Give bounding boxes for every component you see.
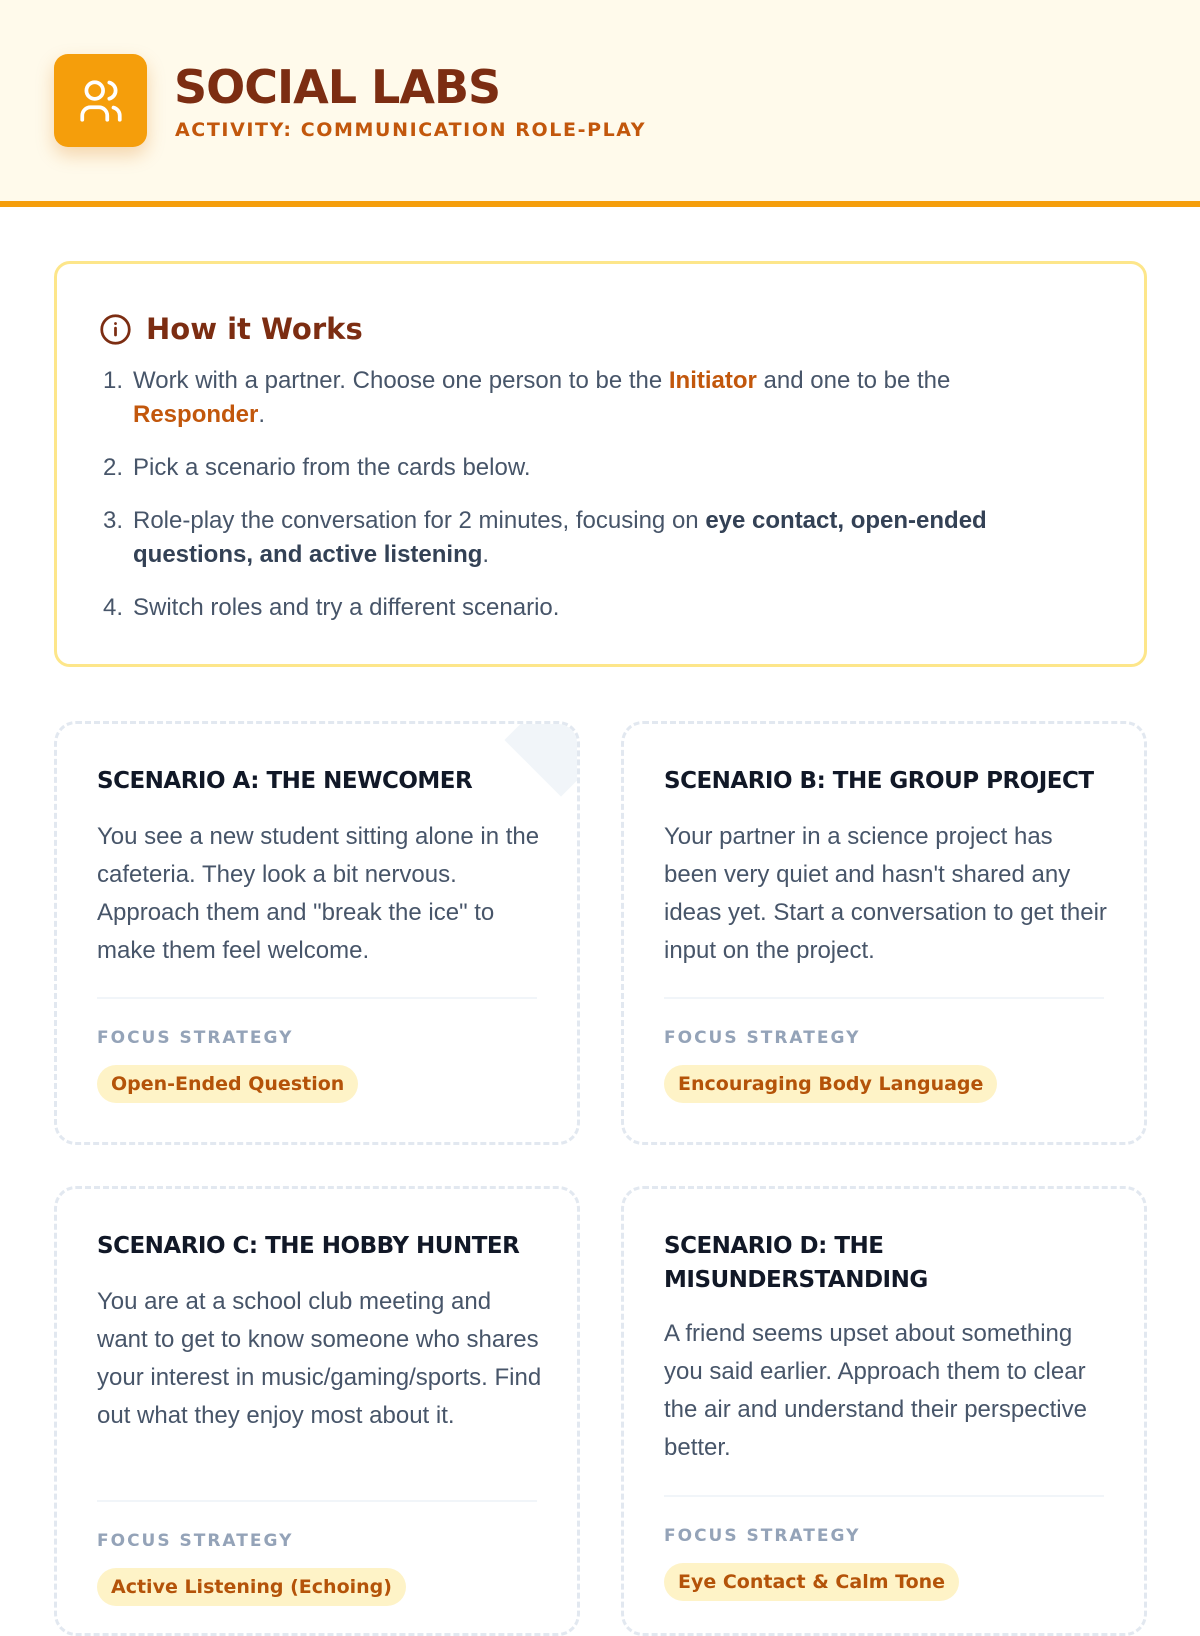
step-text-part: Role-play the conversation for 2 minutes, focusing on	[133, 507, 706, 534]
scenario-description: Your partner in a science project has been very quiet and hasn't shared any ideas yet. Start a conversation to get their input on the project.	[664, 823, 1107, 964]
instruction-step	[103, 591, 1083, 625]
scenario-description: You see a new student sitting alone in the cafeteria. They look a bit nervous. Approach them and "break the ice" to make them feel welcome.	[97, 823, 540, 964]
strategy-badge: Open-Ended Question	[97, 1065, 358, 1103]
step-number: 2.	[103, 454, 124, 481]
users-icon	[76, 76, 126, 126]
instruction-step	[103, 504, 1083, 572]
scenario-title: SCENARIO C: THE HOBBY HUNTER	[97, 1233, 520, 1259]
step-text-part: and one to be the	[756, 367, 951, 394]
scenario-title: SCENARIO D: THE MISUNDERSTANDING	[664, 1233, 928, 1293]
strategy-badge: Active Listening (Echoing)	[97, 1568, 406, 1606]
scenario-card-a[interactable]	[54, 721, 580, 1145]
strategy-badge: Eye Contact & Calm Tone	[664, 1563, 959, 1601]
step-number: 3.	[103, 507, 124, 534]
step-text	[133, 364, 1083, 432]
scenario-card-d[interactable]	[621, 1186, 1147, 1636]
strategy-badge: Encouraging Body Language	[664, 1065, 997, 1103]
responder-role: Responder	[133, 401, 259, 428]
scenario-card-b[interactable]	[621, 721, 1147, 1145]
focus-strategy-label: FOCUS STRATEGY	[664, 1526, 861, 1546]
step-text: Switch roles and try a different scenario.	[133, 594, 560, 621]
focus-strategy-label: FOCUS STRATEGY	[97, 1531, 294, 1551]
scenario-title: SCENARIO A: THE NEWCOMER	[97, 768, 473, 794]
page-header	[0, 0, 1200, 207]
how-it-works-heading	[99, 312, 363, 346]
step-number: 1.	[103, 367, 124, 394]
activity-subtitle: ACTIVITY: COMMUNICATION ROLE-PLAY	[175, 119, 647, 141]
how-it-works-panel	[54, 261, 1147, 667]
step-text: Pick a scenario from the cards below.	[133, 454, 531, 481]
scenario-title: SCENARIO B: THE GROUP PROJECT	[664, 768, 1094, 794]
app-logo	[54, 54, 147, 147]
instruction-step	[103, 364, 1083, 432]
scenario-description: A friend seems upset about something you said earlier. Approach them to clear the air and understand their perspective better.	[664, 1320, 1087, 1461]
card-divider	[97, 1500, 537, 1502]
step-emphasis: eye contact, open-ended questions, and active listening	[133, 507, 987, 568]
focus-strategy-label: FOCUS STRATEGY	[664, 1028, 861, 1048]
step-text-part: .	[482, 541, 490, 568]
initiator-role: Initiator	[668, 367, 757, 394]
card-divider	[97, 997, 537, 999]
instruction-steps	[103, 364, 1083, 644]
step-number: 4.	[103, 594, 124, 621]
info-icon	[99, 313, 132, 346]
step-text-part: .	[258, 401, 266, 428]
scenario-card-c[interactable]	[54, 1186, 580, 1636]
app-title: SOCIAL LABS	[174, 60, 501, 114]
how-it-works-title: How it Works	[146, 312, 363, 346]
step-text	[133, 504, 1083, 572]
card-divider	[664, 997, 1104, 999]
scenario-description: You are at a school club meeting and want to get to know someone who shares your interest in music/gaming/sports. Find out what they enjoy most about it.	[97, 1288, 542, 1429]
step-text-part: Work with a partner. Choose one person to be the	[133, 367, 669, 394]
instruction-step	[103, 451, 1083, 485]
card-divider	[664, 1495, 1104, 1497]
focus-strategy-label: FOCUS STRATEGY	[97, 1028, 294, 1048]
